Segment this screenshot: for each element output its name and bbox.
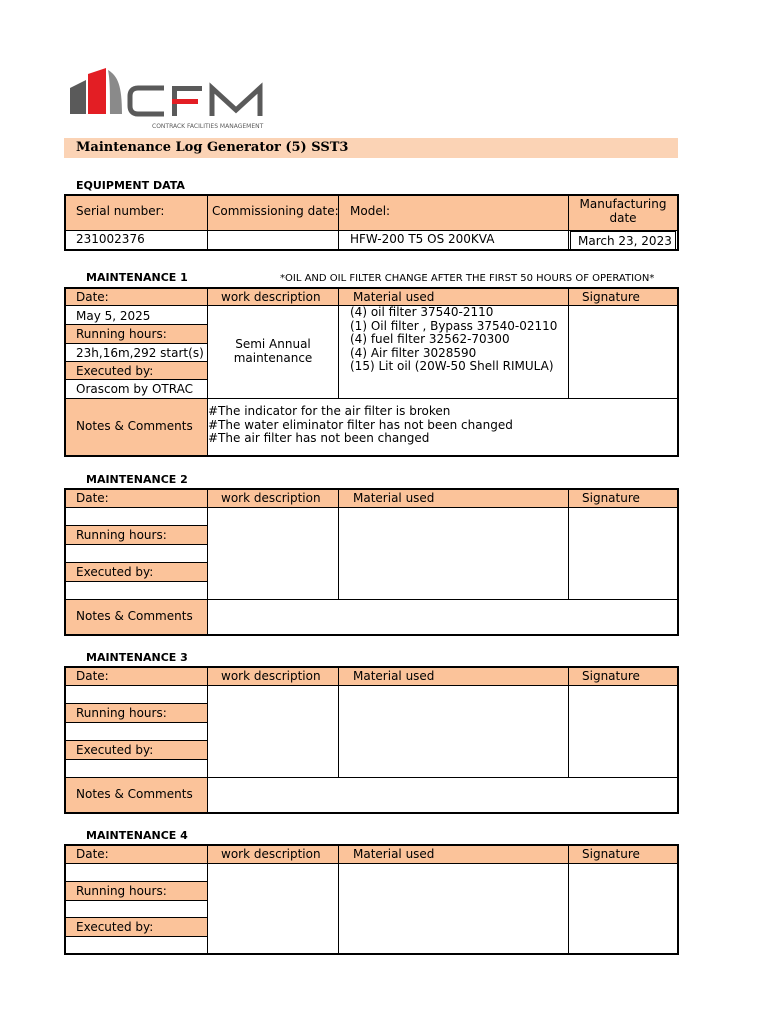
- serial-number-value: 231002376: [76, 232, 145, 246]
- equipment-section-label: EQUIPMENT DATA: [76, 179, 185, 192]
- maintenance-2-label: MAINTENANCE 2: [86, 473, 188, 486]
- page-title: Maintenance Log Generator (5) SST3: [76, 140, 349, 155]
- m1-work-value: Semi Annual maintenance: [233, 337, 313, 365]
- m1-running-value: 23h,16m,292 start(s): [76, 346, 204, 360]
- m4-date-header: Date:: [76, 847, 109, 861]
- m4-work-header: work description: [221, 847, 321, 861]
- m2-date-header: Date:: [76, 491, 109, 505]
- m3-work-header: work description: [221, 669, 321, 683]
- m4-executed-label: Executed by:: [76, 920, 154, 934]
- m1-material-item: (4) Air filter 3028590: [350, 345, 477, 360]
- m1-note-item: #The air filter has not been changed: [208, 431, 430, 445]
- m1-date-header: Date:: [76, 290, 109, 304]
- cfm-logo: [66, 66, 316, 132]
- m4-material-header: Material used: [353, 847, 435, 861]
- m2-executed-label: Executed by:: [76, 565, 154, 579]
- m1-material-header: Material used: [353, 290, 435, 304]
- m1-running-label: Running hours:: [76, 327, 167, 341]
- title-bar: [64, 138, 678, 158]
- maintenance-1-label: MAINTENANCE 1: [86, 271, 188, 284]
- m2-signature-header: Signature: [582, 491, 640, 505]
- m2-material-header: Material used: [353, 491, 435, 505]
- m1-note-item: #The water eliminator filter has not been changed: [208, 417, 513, 432]
- m2-notes-label: Notes & Comments: [76, 609, 193, 623]
- m1-notes: [208, 405, 668, 446]
- m3-executed-label: Executed by:: [76, 743, 154, 757]
- m1-material-item: (4) oil filter 37540-2110: [350, 305, 494, 319]
- m2-running-label: Running hours:: [76, 528, 167, 542]
- serial-number-label: Serial number:: [76, 204, 165, 218]
- maintenance-4-label: MAINTENANCE 4: [86, 829, 188, 842]
- manufacturing-date-value: March 23, 2023: [578, 234, 672, 248]
- logo-subtitle: CONTRACK FACILITIES MANAGEMENT: [152, 123, 264, 130]
- manufacturing-date-label: Manufacturing date: [579, 197, 667, 225]
- m4-running-label: Running hours:: [76, 884, 167, 898]
- commissioning-date-label: Commissioning date:: [212, 204, 339, 218]
- m1-date-value: May 5, 2025: [76, 309, 151, 323]
- m3-date-header: Date:: [76, 669, 109, 683]
- oil-change-note: *OIL AND OIL FILTER CHANGE AFTER THE FIRST 50 HOURS OF OPERATION*: [280, 273, 655, 284]
- m3-running-label: Running hours:: [76, 706, 167, 720]
- m1-material-item: (4) fuel filter 32562-70300: [350, 332, 510, 346]
- m1-materials: [350, 306, 568, 374]
- m4-signature-header: Signature: [582, 847, 640, 861]
- m1-note-item: #The indicator for the air filter is broken: [208, 404, 451, 418]
- model-value: HFW-200 T5 OS 200KVA: [350, 232, 495, 246]
- m1-material-item: (15) Lit oil (20W-50 Shell RIMULA): [350, 359, 554, 373]
- m1-executed-label: Executed by:: [76, 364, 154, 378]
- maintenance-3-label: MAINTENANCE 3: [86, 651, 188, 664]
- m2-work-header: work description: [221, 491, 321, 505]
- m1-notes-label: Notes & Comments: [76, 419, 193, 433]
- m1-executed-value: Orascom by OTRAC: [76, 382, 193, 396]
- m1-signature-header: Signature: [582, 290, 640, 304]
- model-label: Model:: [350, 204, 391, 218]
- m3-material-header: Material used: [353, 669, 435, 683]
- m1-work-header: work description: [221, 290, 321, 304]
- m3-notes-label: Notes & Comments: [76, 787, 193, 801]
- m1-material-item: (1) Oil filter , Bypass 37540-02110: [350, 318, 558, 333]
- m3-signature-header: Signature: [582, 669, 640, 683]
